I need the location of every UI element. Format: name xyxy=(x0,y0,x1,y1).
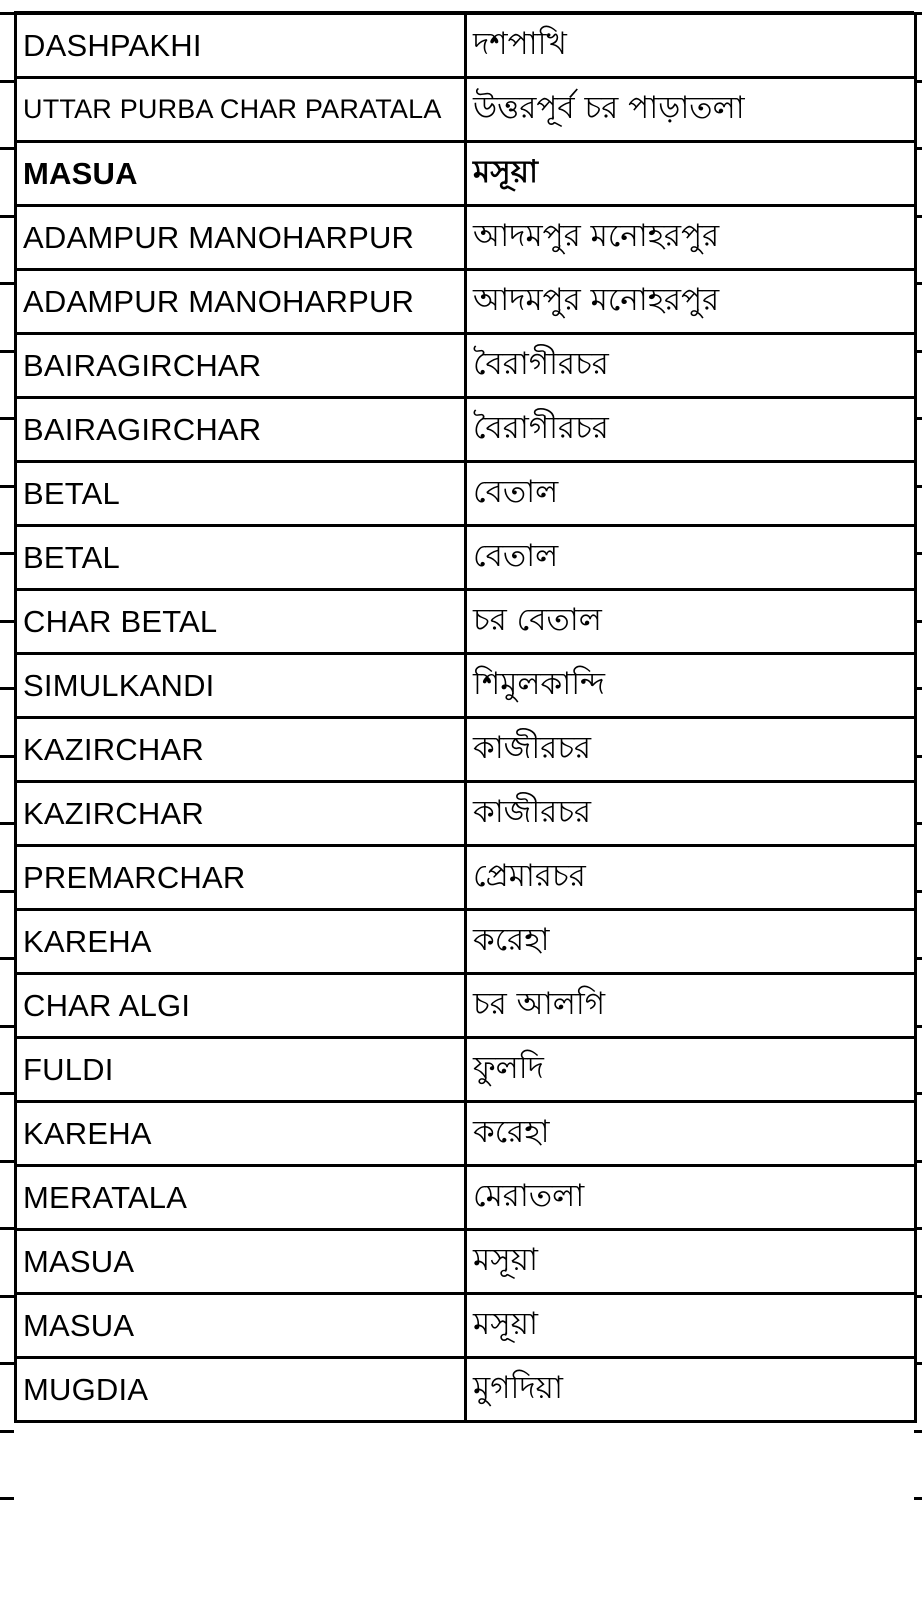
edge-stub xyxy=(0,1295,14,1298)
edge-stub xyxy=(0,1092,14,1095)
english-name-cell: CHAR BETAL xyxy=(16,590,466,654)
english-name-cell: SIMULKANDI xyxy=(16,654,466,718)
table-row xyxy=(16,974,916,1038)
edge-stub xyxy=(0,620,14,623)
english-name-cell: MUGDIA xyxy=(16,1358,466,1422)
edge-stub xyxy=(0,957,14,960)
english-name-cell: MASUA xyxy=(16,142,466,206)
table-body xyxy=(16,14,916,1422)
english-name-cell: ADAMPUR MANOHARPUR xyxy=(16,206,466,270)
english-name-cell: BETAL xyxy=(16,462,466,526)
edge-stub xyxy=(0,552,14,555)
english-name-cell: KAREHA xyxy=(16,910,466,974)
english-name-cell: PREMARCHAR xyxy=(16,846,466,910)
english-name-cell: BETAL xyxy=(16,526,466,590)
bengali-name-cell: ফুলদি xyxy=(466,1038,916,1102)
table-row xyxy=(16,1038,916,1102)
bengali-name-cell: কাজীরচর xyxy=(466,718,916,782)
table-row xyxy=(16,846,916,910)
english-name-cell: UTTAR PURBA CHAR PARATALA xyxy=(16,78,466,142)
edge-stub xyxy=(0,1025,14,1028)
english-name-cell: KAZIRCHAR xyxy=(16,718,466,782)
english-name-cell: DASHPAKHI xyxy=(16,14,466,78)
bengali-name-cell: বৈরাগীরচর xyxy=(466,398,916,462)
edge-stub xyxy=(0,147,14,150)
left-edge-stubs xyxy=(0,12,14,1506)
bengali-name-cell: আদমপুর মনোহরপুর xyxy=(466,206,916,270)
bengali-name-cell: শিমুলকান্দি xyxy=(466,654,916,718)
english-name-cell: KAREHA xyxy=(16,1102,466,1166)
english-name-cell: KAZIRCHAR xyxy=(16,782,466,846)
table-row xyxy=(16,398,916,462)
table-row xyxy=(16,14,916,78)
bengali-name-cell: মসূয়া xyxy=(466,1230,916,1294)
edge-stub xyxy=(0,485,14,488)
english-name-cell: ADAMPUR MANOHARPUR xyxy=(16,270,466,334)
bengali-name-cell: চর আলগি xyxy=(466,974,916,1038)
bengali-name-cell: কাজীরচর xyxy=(466,782,916,846)
edge-stub xyxy=(0,282,14,285)
table-row xyxy=(16,142,916,206)
bengali-name-cell: মসূয়া xyxy=(466,142,916,206)
bengali-name-cell: আদমপুর মনোহরপুর xyxy=(466,270,916,334)
place-name-table xyxy=(14,12,917,1423)
table-row xyxy=(16,462,916,526)
table-row xyxy=(16,1102,916,1166)
bengali-name-cell: মুগদিয়া xyxy=(466,1358,916,1422)
bengali-name-cell: মসূয়া xyxy=(466,1294,916,1358)
edge-stub xyxy=(0,890,14,893)
edge-stub xyxy=(0,1362,14,1365)
bengali-name-cell: বেতাল xyxy=(466,526,916,590)
english-name-cell: MERATALA xyxy=(16,1166,466,1230)
table-row xyxy=(16,1358,916,1422)
table-row xyxy=(16,590,916,654)
table-row xyxy=(16,654,916,718)
bengali-name-cell: বৈরাগীরচর xyxy=(466,334,916,398)
edge-stub xyxy=(0,687,14,690)
bengali-name-cell: প্রেমারচর xyxy=(466,846,916,910)
bengali-name-cell: দশপাখি xyxy=(466,14,916,78)
bengali-name-cell: করেহা xyxy=(466,910,916,974)
english-name-cell: MASUA xyxy=(16,1294,466,1358)
edge-stub xyxy=(0,1227,14,1230)
table-row xyxy=(16,526,916,590)
edge-stub xyxy=(914,1430,922,1433)
edge-stub xyxy=(914,1497,922,1500)
table-row xyxy=(16,718,916,782)
bengali-name-cell: উত্তরপূর্ব চর পাড়াতলা xyxy=(466,78,916,142)
edge-stub xyxy=(0,350,14,353)
edge-stub xyxy=(0,215,14,218)
english-name-cell: MASUA xyxy=(16,1230,466,1294)
english-name-cell: FULDI xyxy=(16,1038,466,1102)
table-row xyxy=(16,1166,916,1230)
table-row xyxy=(16,1294,916,1358)
bengali-name-cell: মেরাতলা xyxy=(466,1166,916,1230)
edge-stub xyxy=(0,1497,14,1500)
edge-stub xyxy=(0,1430,14,1433)
bengali-name-cell: করেহা xyxy=(466,1102,916,1166)
edge-stub xyxy=(0,12,14,15)
table-row xyxy=(16,78,916,142)
bengali-name-cell: চর বেতাল xyxy=(466,590,916,654)
english-name-cell: BAIRAGIRCHAR xyxy=(16,398,466,462)
english-name-cell: CHAR ALGI xyxy=(16,974,466,1038)
edge-stub xyxy=(0,1160,14,1163)
edge-stub xyxy=(0,80,14,83)
table-row xyxy=(16,334,916,398)
edge-stub xyxy=(0,822,14,825)
table-row xyxy=(16,910,916,974)
edge-stub xyxy=(0,417,14,420)
table-row xyxy=(16,1230,916,1294)
table-row xyxy=(16,206,916,270)
edge-stub xyxy=(0,755,14,758)
english-name-cell: BAIRAGIRCHAR xyxy=(16,334,466,398)
table-row xyxy=(16,270,916,334)
table-row xyxy=(16,782,916,846)
bengali-name-cell: বেতাল xyxy=(466,462,916,526)
